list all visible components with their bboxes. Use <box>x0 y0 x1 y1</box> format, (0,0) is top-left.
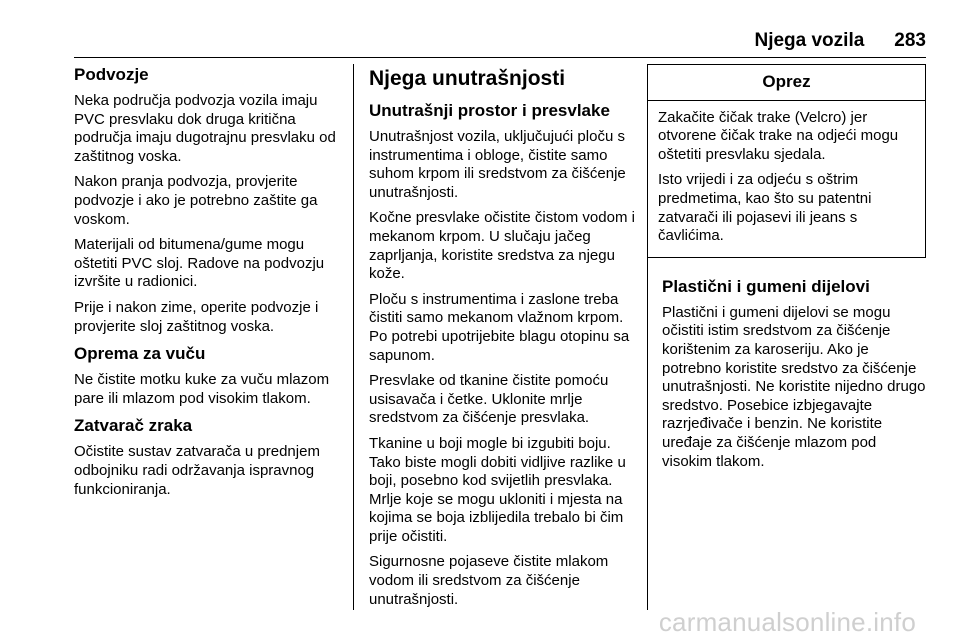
paragraph: Očistite sustav zatvarača u prednjem odbojniku radi održavanja ispravnog funkcioniranja. <box>74 443 320 498</box>
caution-title: Oprez <box>648 65 925 101</box>
paragraph: Kočne presvlake očistite čistom vodom i mekanom krpom. U slučaju jačeg zaprljanja, koristite sredstva za njegu kože. <box>369 209 635 283</box>
page-header <box>74 28 926 54</box>
left-column <box>74 64 344 506</box>
plastic-rubber-section <box>647 258 926 471</box>
section-heading-podvozje: Podvozje <box>74 65 149 84</box>
watermark: carmanualsonline.info <box>658 607 916 637</box>
chapter-title: Njega vozila <box>754 30 865 51</box>
section-heading-zatvarac-zraka: Zatvarač zraka <box>74 416 193 436</box>
paragraph: Presvlake od tkanine čistite pomoću usisavača i četke. Uklonite mrlje sredstvom za čišćenje presvlaka. <box>369 372 609 427</box>
paragraph: Ne čistite motku kuke za vuču mlazom pare ili mlazom pod visokim tlakom. <box>74 371 330 407</box>
paragraph: Materijali od bitumena/gume mogu oštetiti PVC sloj. Radove na podvozju izvršite u radionici. <box>74 236 325 291</box>
paragraph: Prije i nakon zime, operite podvozje i provjerite sloj zaštitnog voska. <box>74 298 319 335</box>
column-divider <box>353 64 354 610</box>
paragraph: Neka područja podvozja vozila imaju PVC presvlaku dok druga kritična područja imaju dugotrajnu presvlaku od zaštitnog voska. <box>74 92 336 165</box>
paragraph: Ploču s instrumentima i zaslone treba čistiti samo mekanom vlažnom krpom. Po potrebi upotrijebite blagu otopinu sa sapunom. <box>369 290 630 364</box>
caution-body <box>648 101 925 257</box>
paragraph: Isto vrijedi i za odjeću s oštrim predmetima, kao što su patentni zatvarači ili pojasevi ili jeans s čavlićima. <box>658 171 872 245</box>
section-heading-oprema-za-vucu: Oprema za vuču <box>74 344 206 364</box>
paragraph: Unutrašnjost vozila, uključujući ploču s instrumentima i obloge, čistite samo suhom krpom ili sredstvom za čišćenje unutrašnjosti. <box>369 128 626 201</box>
right-column <box>647 64 926 478</box>
middle-column <box>369 62 635 616</box>
header-rule <box>74 57 926 58</box>
caution-box <box>647 64 926 258</box>
section-title-njega-unutrasnjosti: Njega unutrašnjosti <box>369 67 566 90</box>
page-number: 283 <box>894 30 926 51</box>
paragraph: Nakon pranja podvozja, provjerite podvozje i ako je potrebno zaštite ga voskom. <box>74 173 318 228</box>
section-heading-plasticni-dijelovi: Plastični i gumeni dijelovi <box>662 276 870 296</box>
paragraph: Tkanine u boji mogle bi izgubiti boju. Tako biste mogli dobiti vidljive razlike u boji, posebno kod svijetlih presvlaka. Mrlje koje se mogu ukloniti i mjesta na kojima se boja izblijedila trebalo bi čim prije očistiti. <box>369 434 626 545</box>
subheading-unutrasnji-prostor: Unutrašnji prostor i presvlake <box>369 101 610 120</box>
paragraph: Zakačite čičak trake (Velcro) jer otvorene čičak trake na odjeći mogu oštetiti presvlaku sjedala. <box>658 108 899 163</box>
paragraph: Plastični i gumeni dijelovi se mogu očistiti istim sredstvom za čišćenje korištenim za karoseriju. Ako je potrebno koristite sredstvo za čišćenje unutrašnjosti. Ne koristite nijedno drugo sredstvo. Posebice izbjegavajte razrjeđivače i benzin. Ne koristite uređaje za čišćenje mlazom pod visokim tlakom. <box>662 303 926 470</box>
paragraph: Sigurnosne pojaseve čistite mlakom vodom ili sredstvom za čišćenje unutrašnjosti. <box>369 553 609 608</box>
